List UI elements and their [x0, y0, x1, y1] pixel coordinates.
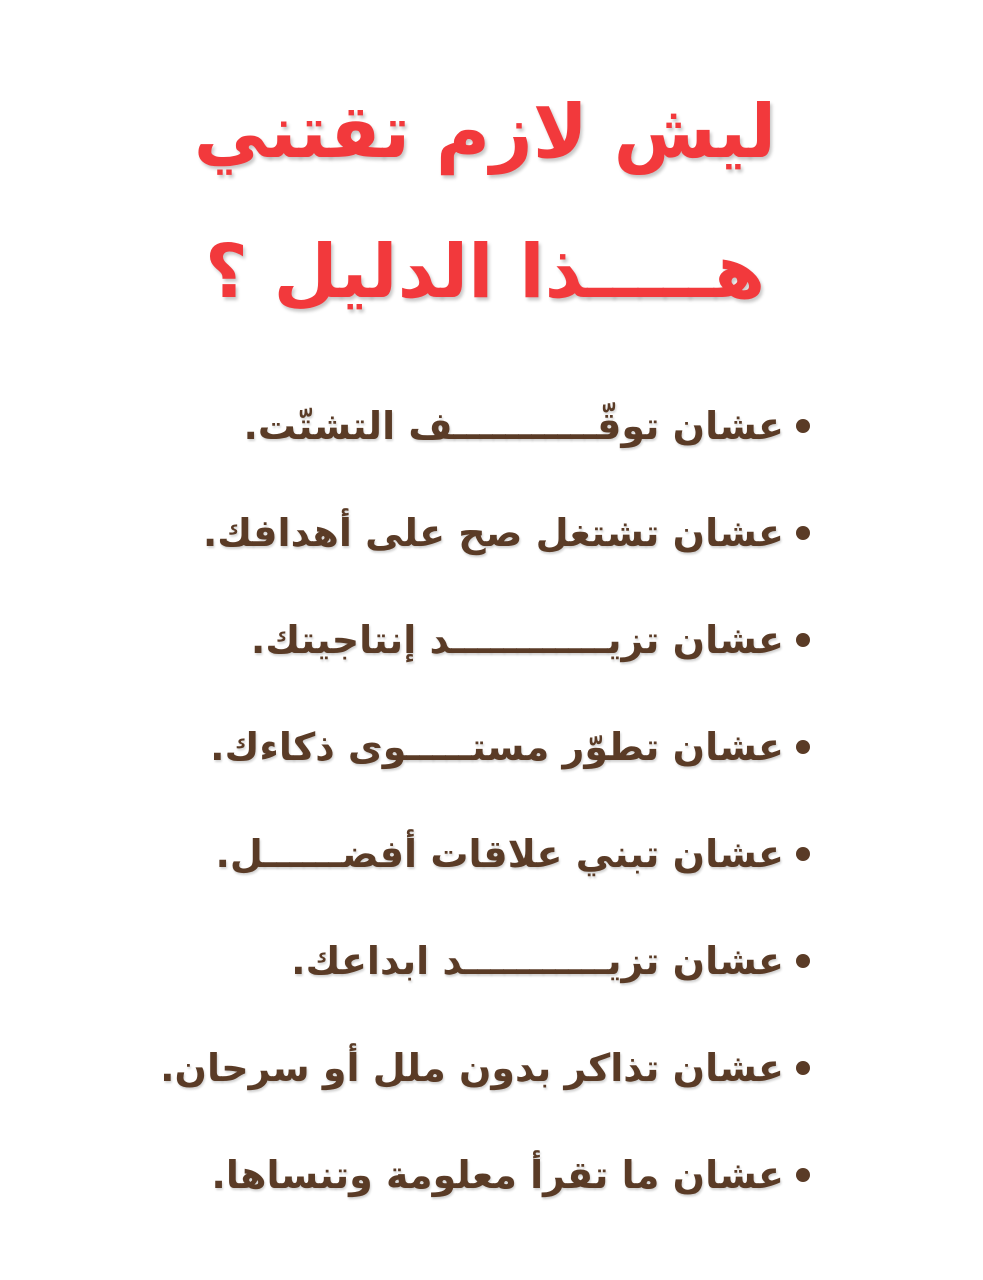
list-item-text: عشان توقّـــــــــــف التشتّت.: [243, 403, 784, 448]
list-item-text: عشان تشتغل صح على أهدافك.: [202, 510, 784, 555]
list-item: [150, 693, 810, 800]
list-item: [150, 586, 810, 693]
list-item: [150, 800, 810, 907]
bullet-dot-icon: [796, 1061, 810, 1075]
list-item-text: عشان تزيــــــــــــد إنتاجيتك.: [250, 617, 784, 662]
bullet-dot-icon: [796, 633, 810, 647]
list-item: [150, 479, 810, 586]
bullet-dot-icon: [796, 740, 810, 754]
bullet-dot-icon: [796, 419, 810, 433]
bullet-dot-icon: [796, 847, 810, 861]
list-item-text: عشان ما تقرأ معلومة وتنساها.: [211, 1152, 784, 1197]
list-item-text: عشان تبني علاقات أفضــــــل.: [215, 831, 784, 876]
bullet-dot-icon: [796, 1168, 810, 1182]
bullet-dot-icon: [796, 526, 810, 540]
reasons-list: [150, 372, 810, 1228]
list-item-text: عشان تذاكر بدون ملل أو سرحان.: [160, 1045, 784, 1090]
list-item-text: عشان تزيـــــــــــد ابداعك.: [291, 938, 784, 983]
list-item: [150, 907, 810, 1014]
list-item: [150, 372, 810, 479]
list-item: [150, 1014, 810, 1121]
list-item: [150, 1121, 810, 1228]
title-line-1: ليش لازم تقتني: [193, 89, 777, 175]
list-item-text: عشان تطوّر مستـــــوى ذكاءك.: [210, 724, 784, 769]
title-line-2: هـــــذا الدليل ؟: [204, 229, 766, 315]
bullet-dot-icon: [796, 954, 810, 968]
